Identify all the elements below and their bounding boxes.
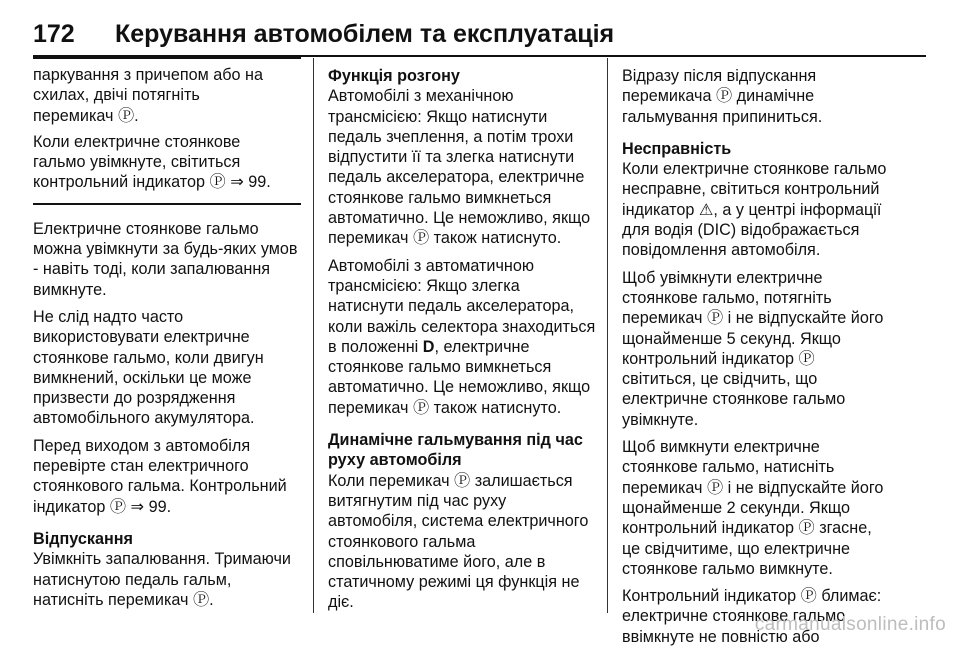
column-1 bbox=[33, 62, 301, 617]
note-box bbox=[33, 57, 301, 205]
column-2 bbox=[328, 66, 598, 620]
watermark: carmanualsonline.info bbox=[754, 614, 946, 635]
body-paragraph: Автомобілі з механічною трансмісією: Якщо натиснути педаль зчеплення, а потім трохи відпустити її та злегка натиснути педаль акселератора, електричне стоянкове гальмо вимкнеться автоматично. Це неможливо, якщо перемикач Ⓟ також натиснуто. bbox=[328, 87, 591, 248]
body-paragraph: Коли перемикач Ⓟ залишається витягнутим під час руху автомобіля, система електричного стоянкового гальма сповільнюватиме його, але в статичному режимі ця функція не діє. bbox=[328, 471, 589, 612]
body-paragraph: Електричне стоянкове гальмо можна увімкнути за будь-яких умов - навіть тоді, коли запалювання вимкнуте. bbox=[33, 219, 298, 299]
section-heading-launch: Функція розгону bbox=[328, 67, 460, 85]
column-divider bbox=[607, 58, 608, 613]
section-heading-dynamic-braking: Динамічне гальмування під час руху автомобіля bbox=[328, 431, 583, 470]
column-3 bbox=[622, 66, 922, 654]
body-paragraph bbox=[328, 256, 598, 418]
body-paragraph: Щоб увімкнути електричне стоянкове гальмо, потягніть перемикач Ⓟ і не відпускайте його щонайменше 5 секунд. Якщо контрольний індикатор Ⓟ світиться, це свідчить, що електричне стоянкове гальмо увімкнуте. bbox=[622, 268, 884, 429]
text-run: , електричне стоянкове гальмо вимкнеться автоматично. Це неможливо, якщо перемикач Ⓟ також натиснуто. bbox=[328, 337, 591, 417]
body-paragraph: Перед виходом з автомобіля перевірте стан електричного стоянкового гальма. Контрольний індикатор Ⓟ ⇒ 99. bbox=[33, 436, 287, 516]
column-divider bbox=[313, 58, 314, 613]
body-paragraph: Відразу після відпускання перемикача Ⓟ динамічне гальмування припиниться. bbox=[622, 67, 823, 126]
section-heading-release: Відпускання bbox=[33, 529, 133, 548]
gear-position-d: D bbox=[422, 337, 435, 356]
body-paragraph: Щоб вимкнути електричне стоянкове гальмо, натисніть перемикач Ⓟ і не відпускайте його щонайменше 2 секунди. Якщо контрольний індикатор Ⓟ згасне, це свідчитиме, що електричне стоянкове гальмо вимкнуте. bbox=[622, 438, 884, 578]
note-paragraph: Коли електричне стоянкове гальмо увімкнуте, світиться контрольний індикатор Ⓟ ⇒ 99. bbox=[33, 132, 271, 192]
note-paragraph: паркування з причепом або на схилах, двічі потягніть перемикач Ⓟ. bbox=[33, 66, 263, 125]
page-number: 172 bbox=[33, 20, 75, 48]
body-paragraph: Не слід надто часто використовувати електричне стоянкове гальмо, коли двигун вимкнений, оскільки це може призвести до розрядження автомобільного акумулятора. bbox=[33, 307, 264, 428]
body-paragraph: Коли електричне стоянкове гальмо несправне, світиться контрольний індикатор ⚠, а у центрі інформації для водія (DIC) відображається повідомлення автомобіля. bbox=[622, 160, 887, 260]
body-paragraph: Увімкніть запалювання. Тримаючи натиснутою педаль гальм, натисніть перемикач Ⓟ. bbox=[33, 550, 291, 609]
body-paragraph: Контрольний індикатор Ⓟ блимає: електричне стоянкове гальмо ввімкнуте не повністю або bbox=[622, 587, 882, 646]
text-run: Автомобілі з автоматичною трансмісією: Якщо злегка натиснути педаль акселератора, коли важіль селектора знаходиться в положенні bbox=[328, 256, 596, 356]
page-header bbox=[0, 0, 960, 56]
section-heading-fault: Несправність bbox=[622, 139, 732, 158]
page-title: Керування автомобілем та експлуатація bbox=[115, 20, 615, 48]
